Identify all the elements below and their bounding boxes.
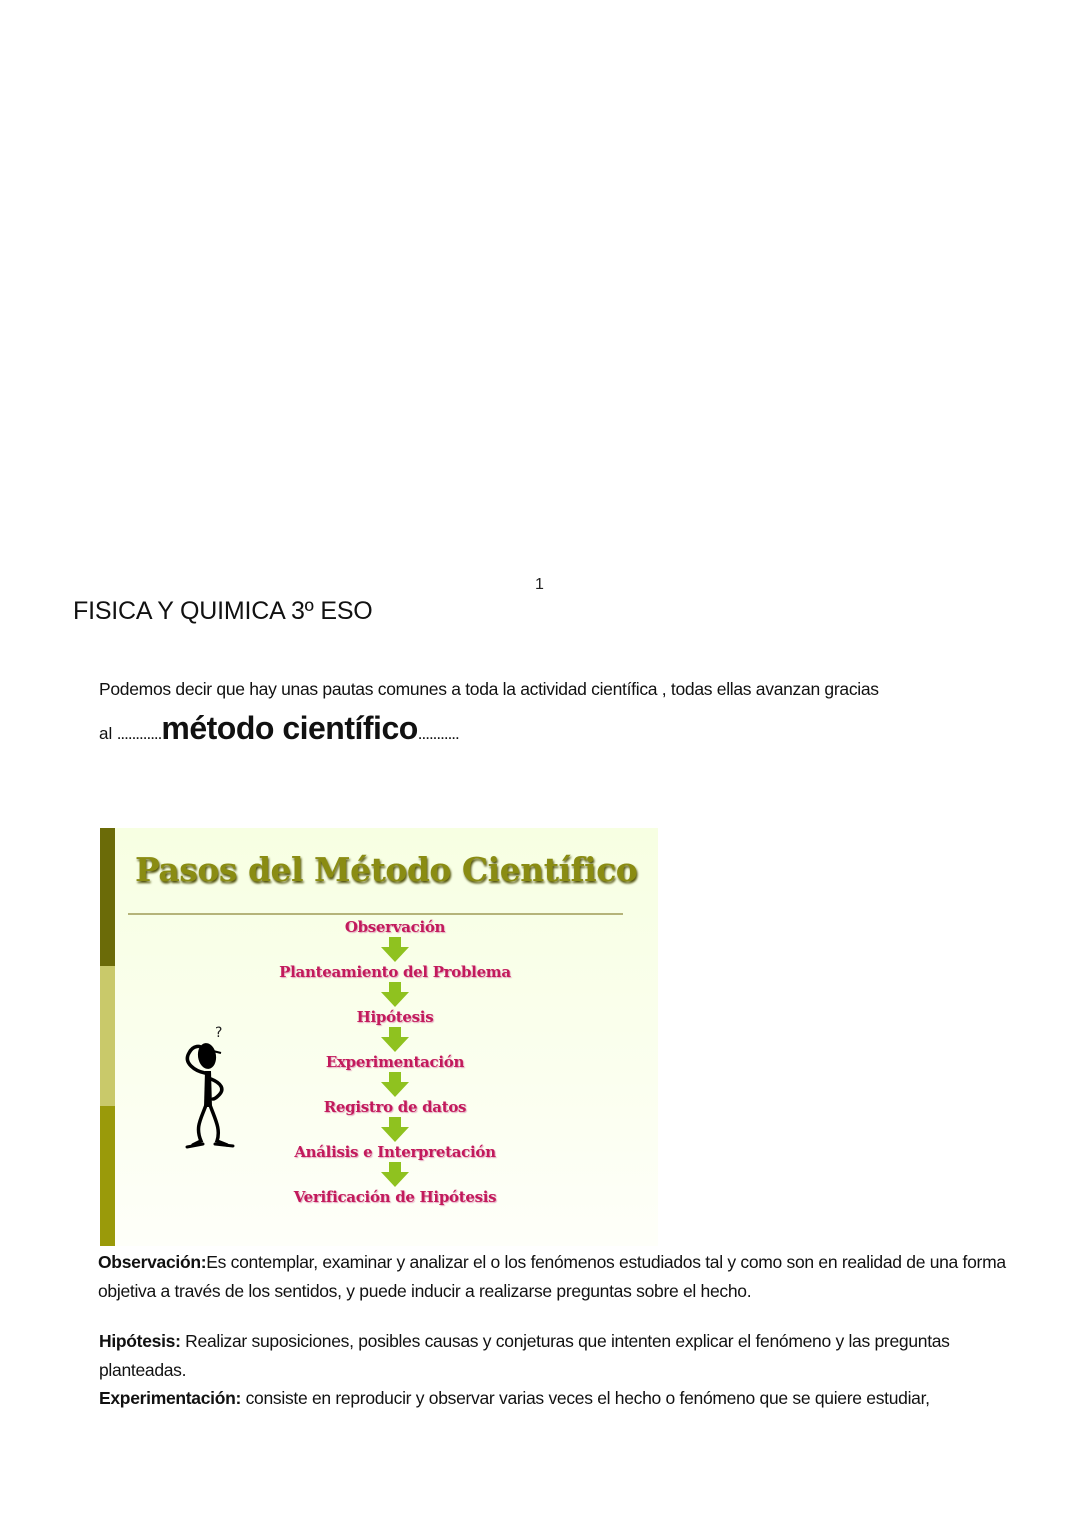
scientific-method-diagram	[100, 828, 658, 1246]
definition-term: Experimentación:	[99, 1388, 242, 1408]
down-arrow-icon	[380, 1162, 410, 1187]
definition-observacion	[98, 1248, 1008, 1306]
down-arrow-icon	[380, 982, 410, 1007]
diagram-title: Pasos del Método Científico	[135, 850, 638, 889]
definition-experimentacion	[99, 1384, 1019, 1413]
thinking-stick-figure-icon	[175, 1023, 245, 1163]
step-hipotesis: Hipótesis	[356, 1008, 434, 1026]
title-divider	[128, 913, 623, 915]
intro-prefix: al	[99, 724, 113, 743]
intro-fill-in-line	[99, 710, 459, 747]
definition-term: Hipótesis:	[99, 1331, 181, 1351]
step-observacion: Observación	[344, 918, 446, 936]
definition-text: Realizar suposiciones, posibles causas y conjeturas que intenten explicar el fenómeno y las preguntas planteadas.	[99, 1331, 950, 1380]
definition-text: Es contemplar, examinar y analizar el o los fenómenos estudiados tal y como son en realidad de una forma objetiva a través de los sentidos, y puede inducir a realizarse preguntas sobre el hecho.	[98, 1252, 1006, 1301]
down-arrow-icon	[380, 1072, 410, 1097]
document-header: FISICA Y QUIMICA 3º ESO	[73, 597, 373, 625]
down-arrow-icon	[380, 937, 410, 962]
intro-sentence: Podemos decir que hay unas pautas comunes a toda la actividad científica , todas ellas avanzan gracias	[99, 679, 879, 699]
method-steps-flow	[240, 917, 550, 1207]
definition-hipotesis	[99, 1327, 1019, 1385]
decorative-side-bar	[100, 828, 115, 1246]
svg-text:?: ?	[215, 1025, 223, 1041]
definition-text: consiste en reproducir y observar varias veces el hecho o fenómeno que se quiere estudiar,	[241, 1388, 930, 1408]
definition-term: Observación:	[98, 1252, 207, 1272]
blank-dots-after: ...........	[417, 724, 459, 743]
blank-dots-before: ............	[116, 724, 162, 743]
step-experimentacion: Experimentación	[325, 1053, 465, 1071]
fill-in-answer: método científico	[161, 710, 418, 746]
page-number: 1	[535, 576, 544, 593]
step-planteamiento: Planteamiento del Problema	[279, 963, 511, 981]
step-verificacion: Verificación de Hipótesis	[293, 1188, 497, 1206]
down-arrow-icon	[380, 1027, 410, 1052]
step-analisis: Análisis e Interpretación	[294, 1143, 496, 1161]
down-arrow-icon	[380, 1117, 410, 1142]
step-registro: Registro de datos	[323, 1098, 467, 1116]
